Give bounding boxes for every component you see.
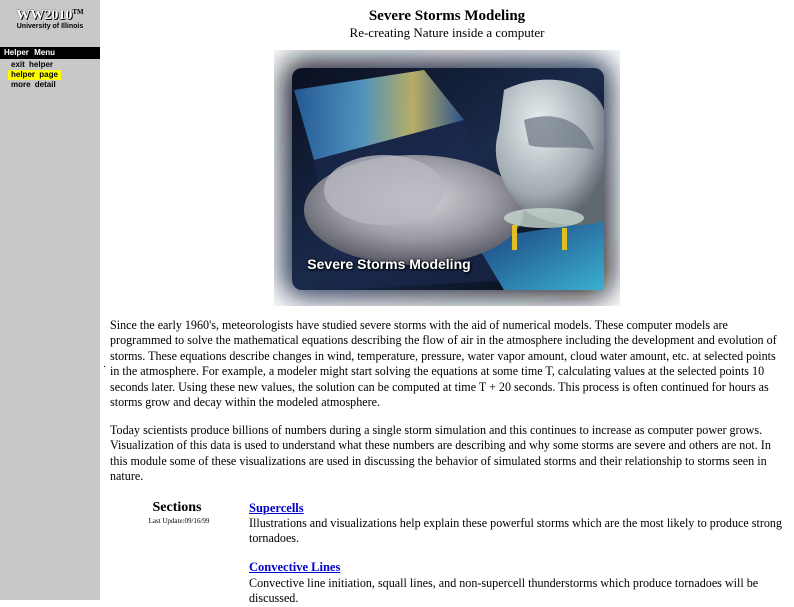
stray-dot: · [103,362,107,373]
page-subtitle: Re-creating Nature inside a computer [349,25,545,40]
logo-subtitle: University of Illinois [16,23,84,30]
page-title: Severe Storms Modeling [368,8,526,24]
section-link-supercells[interactable]: Supercells [249,501,304,515]
sidebar [0,0,100,600]
logo-trademark: TM [72,8,84,16]
hero-caption: Severe Storms Modeling [307,256,471,272]
section-link-convective-lines[interactable]: Convective Lines [249,560,341,574]
last-update: Last Update:09/16/99 [148,517,210,525]
section-desc-supercells: Illustrations and visualizations help explain these powerful storms which are the most likely to produce strong tornadoes. [249,516,783,546]
visualization-paragraph: Today scientists produce billions of numbers during a single storm simulation and this continues to increase as computer power grows. Visualization of this data is used to understand what these numbers are describing and why some storms are severe and others are not. In this module some of these visualizations are used in discussing the behavior of simulated storms and their relationship to storms seen in nature. [110,423,771,484]
helper-menu-title: Helper Menu [0,47,100,59]
menu-item-exit-helper[interactable]: exit helper [11,60,54,69]
sections-heading: Sections [152,500,202,515]
intro-paragraph: Since the early 1960's, meteorologists have studied severe storms with the aid of numerical models. These computer models are programmed to solve the mathematical equations describing the flow of air in the atmosphere including the development and evolution of storms. These equations describe changes in wind, temperature, pressure, water vapor amount, cloud water amount, etc. at selected points in the atmosphere. For example, a modeler might start solving the equations at some time T, calculating values at the selected points 10 seconds later. Using these new values, the solution can be computed at time T + 20 seconds. This process is often continued for hours as storms grow and decay within the modeled atmosphere. [110,318,777,410]
logo-text: WW2010 [16,8,73,23]
section-desc-convective-lines: Convective line initiation, squall lines, and non-supercell thunderstorms which produce tornadoes will be discussed. [249,576,759,606]
menu-item-more-detail[interactable]: more detail [11,80,56,89]
menu-item-helper-page[interactable]: helper page [8,70,61,80]
hero-image [274,50,620,306]
ww2010-logo[interactable] [0,8,100,30]
